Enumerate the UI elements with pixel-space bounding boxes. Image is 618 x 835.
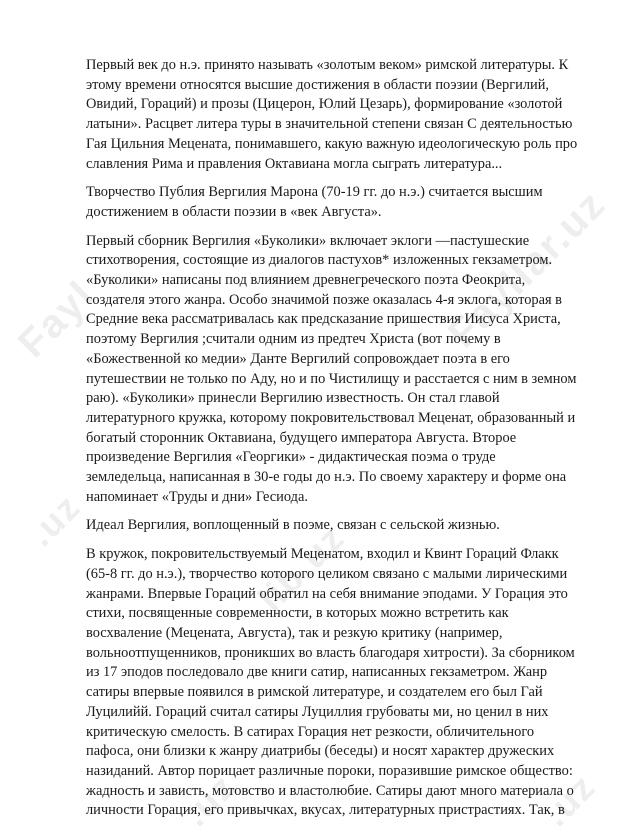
watermark: .uz	[535, 765, 604, 834]
watermark: Fayl	[10, 272, 104, 367]
watermark: lib.uz	[250, 516, 353, 619]
paragraph-virgil-ideal: Идеал Вергилия, воплощенный в поэме, связан с сельской жизнью.	[86, 517, 500, 534]
document-body	[86, 56, 578, 830]
paragraph-horace: В кружок, покровительствуемый Меценатом, входил и Квинт Гораций Флакк (65-8 гг. до н.э.), творчество которого целиком связано с малыми лирическими жанрами. Впервые Гораций обратил на себя внимание эподами. У Горация это стихи, посвященные современности, в которых можно встретить как восхваление (Мецената, Августа), так и резкую критику (например, вольноотпущенников, проникших во власть благодаря хитрости). За сборником из 17 эподов последовало две книги сатир, написанных гекзаметром. Жанр сатиры впервые появился в римской литературе, и создателем его был Гай Луцилийй. Гораций считал сатиры Луциллия грубоваты ми, но ценил в них критическую смелость. В сатирах Горация нет резкости, обличительного пафоса, они близки к жанру диатрибы (беседы) и носят характер дружеских назиданий. Автор порицает различные пороки, поразившие римское общество: жадность и зависть, мотовство и властолюбие. Сатиры дают много материала о личности Горация, его привычках, вкусах, литературных пристрастиях. Так, в	[86, 546, 575, 819]
paragraph-bucolics: Первый сборник Вергилия «Буколики» включает эклоги —пастушеские стихотворения, состоящие из диалогов пастухов* изложенных гекзаметром. «Буколики» написаны под влиянием древнегреческого поэта Феокрита, создателя этого жанра. Особо значимой позже оказалась 4-я эклога, которая в Средние века рассматривалась как предсказание пришествия Иисуса Христа, поэтому Вергилия ;считали одним из предтеч Христа (вот почему в «Божественной ко медии» Данте Вергилий сопровождает поэта в его путешествии не только по Аду, но и по Чистилищу и расстается с ним в земном раю). «Буколики» принесли Вергилию известность. Он стал главой литературного кружка, которому покровительствовал Меценат, образованный и богатый сторонник Октавиана, будущего императора Августа. Второе произведение Вергилия «Георгики» - дидактическая поэма о труде земледельца, написанная в 30-е годы до н.э. По своему характеру и форме она напоминает «Труды и дни» Гесиода.	[86, 232, 577, 505]
paragraph-golden-age: Первый век до н.э. принято называть «золотым веком» римской литературы. К этому времени относятся высшие достижения в области поэзии (Вергилий, Овидий, Гораций) и прозы (Цицерон, Юлий Цезарь), формирование «золотой латыни». Расцвет литера туры в значительной степени связан С деятельностью Гая Цильния Мецената, понимавшего, какую важную идеологическую роль про славления Рима и правления Октавиана могла сыграть литература...	[86, 57, 578, 172]
watermark: Fayllar.uz	[440, 181, 615, 357]
watermark: .uz	[20, 485, 89, 554]
watermark: .uz	[175, 765, 244, 834]
paragraph-virgil-intro: Творчество Публия Вергилия Марона (70-19 гг. до н.э.) считается высшим достижением в области поэзии в «век Августа».	[86, 184, 543, 220]
